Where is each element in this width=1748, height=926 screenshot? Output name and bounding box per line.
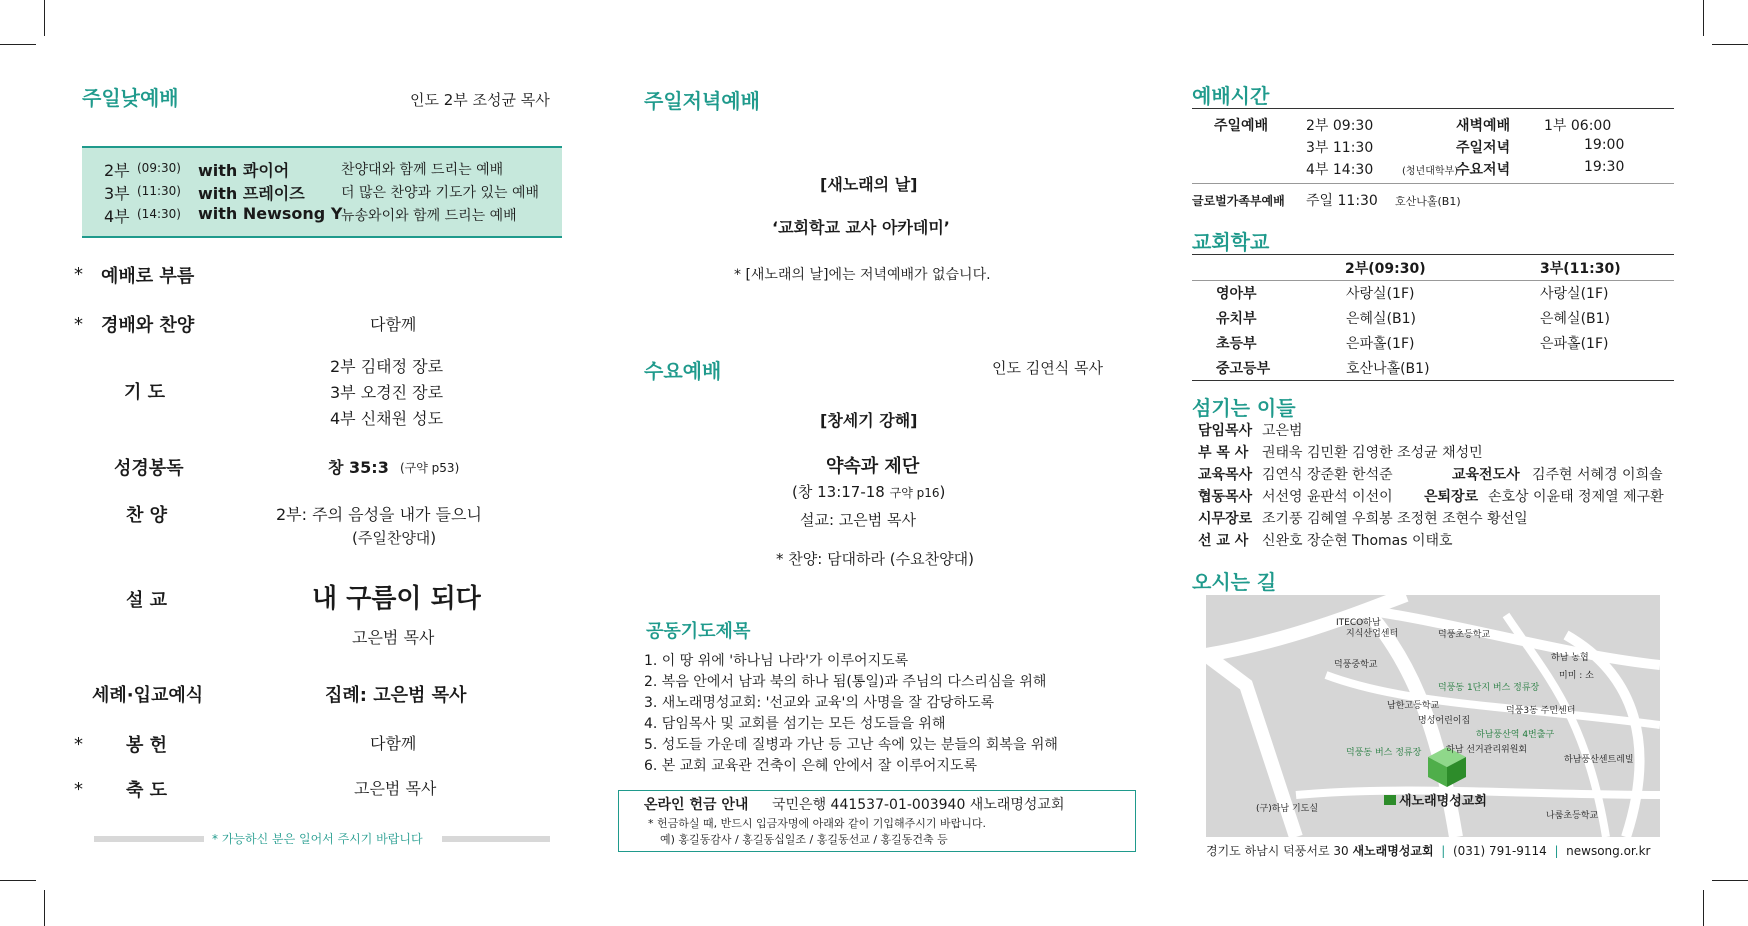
map-label: 하남 선거관리위원회 (1446, 745, 1528, 755)
prayer-line-4: 4부 신채원 성도 (330, 409, 444, 428)
online-offering-title: 온라인 헌금 안내 (644, 797, 749, 813)
global-worship-label: 글로벌가족부예배 (1192, 194, 1285, 208)
prayer-label: 기 도 (124, 382, 166, 403)
map-label: (구)하남 기도실 (1256, 804, 1319, 814)
divider (1192, 380, 1674, 381)
service-part: 4부 (104, 207, 130, 226)
wednesday-ref: (창 13:17-18 구약 p16) (792, 483, 946, 501)
school-header-2: 2부(09:30) (1345, 261, 1426, 277)
map-label: 미미 : 소 (1559, 671, 1594, 681)
service-part: 2부 (104, 161, 130, 180)
map-label: 명성어린이집 (1418, 716, 1471, 726)
order-star: * (74, 264, 83, 285)
staff-title: 섬기는 이들 (1192, 396, 1296, 420)
prayer-topic: 2. 복음 안에서 남과 북의 하나 됨(통일)과 주님의 다스리심을 위해 (644, 674, 1047, 690)
prayer-line-2: 2부 김태정 장로 (330, 357, 444, 376)
staff-role: 협동목사 (1198, 489, 1253, 505)
online-offering-note-1: * 헌금하실 때, 반드시 입금자명에 아래와 같이 기입해주시기 바랍니다. (648, 817, 986, 830)
map-label: 덕풍동 버스 정류장 (1346, 748, 1422, 758)
wednesday-evening-time: 19:30 (1584, 159, 1625, 175)
wednesday-service-title: 수요예배 (644, 359, 722, 383)
evening-service-title: 주일저녁예배 (644, 89, 760, 113)
prayer-line-3: 3부 오경진 장로 (330, 383, 444, 402)
staff-role: 부 목 사 (1198, 445, 1249, 461)
directions-title: 오시는 길 (1192, 570, 1277, 594)
baptism-label: 세례·입교예식 (92, 685, 204, 706)
school-room-3: 은파홀(1F) (1540, 336, 1609, 352)
map-label: 덕풍중학교 (1334, 660, 1378, 670)
sunday-evening-label: 주일저녁 (1456, 140, 1511, 156)
sunday-service-title: 주일낮예배 (82, 86, 179, 110)
address-church: 새노래명성교회 (1352, 844, 1434, 858)
sunday-time-4: 4부 14:30 (1306, 162, 1374, 178)
school-room-3: 사랑실(1F) (1540, 286, 1609, 302)
crop-mark (0, 44, 36, 45)
staff-names-edu-evangelist: 김주현 서혜경 이희솔 (1532, 467, 1663, 483)
benediction-label: 축 도 (126, 780, 168, 801)
youth-note: (청년대학부) (1402, 166, 1459, 177)
service-time: (11:30) (137, 184, 181, 198)
staff-names: 조기풍 김혜열 우희봉 조정현 조현수 황선일 (1262, 511, 1528, 527)
divider (1192, 183, 1674, 184)
sunday-time-3: 3부 11:30 (1306, 140, 1374, 156)
divider (1192, 108, 1674, 109)
bible-reading-label: 성경봉독 (114, 458, 184, 479)
staff-names: 김연식 장준환 한석준 (1262, 467, 1393, 483)
staff-role: 시무장로 (1198, 511, 1253, 527)
map-label: 지식산업센터 (1346, 629, 1399, 639)
praise-label: 경배와 찬양 (101, 315, 195, 336)
map-label: 덕풍초등학교 (1438, 630, 1491, 640)
offering-value: 다함께 (370, 734, 417, 753)
map-label: 덕풍3동 주민센터 (1506, 706, 1576, 716)
service-with: with 콰이어 (198, 161, 290, 180)
prayer-topics-title: 공동기도제목 (646, 621, 751, 642)
service-desc: 뉴송와이와 함께 드리는 예배 (341, 208, 517, 224)
bible-reading-value: 창 35:3 (328, 458, 389, 477)
benediction-value: 고은범 목사 (354, 779, 437, 798)
wednesday-sermon: 약속과 제단 (826, 456, 920, 477)
sermon-title: 내 구름이 되다 (312, 584, 481, 614)
staff-role: 선 교 사 (1198, 533, 1249, 549)
worship-times-title: 예배시간 (1192, 84, 1270, 108)
church-school-title: 교회학교 (1192, 230, 1270, 254)
location-map[interactable] (1206, 595, 1660, 837)
prayer-topic: 3. 새노래명성교회: '선교와 교육'의 사명을 잘 감당하도록 (644, 695, 994, 711)
dawn-time: 1부 06:00 (1544, 118, 1612, 134)
school-dept: 중고등부 (1216, 361, 1271, 377)
school-room-3: 은혜실(B1) (1540, 311, 1611, 327)
crop-mark (44, 0, 45, 36)
evening-line-2: ‘교회학교 교사 아카데미’ (772, 218, 950, 237)
sunday-time-2: 2부 09:30 (1306, 118, 1374, 134)
prayer-topic: 5. 성도들 가운데 질병과 가난 등 고난 속에 있는 분들의 회복을 위해 (644, 737, 1058, 753)
global-worship-time: 주일 11:30 (1306, 193, 1378, 209)
prayer-topic: 6. 본 교회 교육관 건축이 은혜 안에서 잘 이루어지도록 (644, 758, 977, 774)
school-room-2: 사랑실(1F) (1346, 286, 1415, 302)
wednesday-preacher: 설교: 고은범 목사 (800, 511, 917, 529)
sunday-leader: 인도 2부 조성균 목사 (410, 91, 550, 109)
footer-bar-left (94, 836, 204, 842)
staff-names: 권태욱 김민환 김영한 조성균 채성민 (1262, 445, 1483, 461)
school-dept: 초등부 (1216, 336, 1257, 352)
service-desc: 찬양대와 함께 드리는 예배 (341, 162, 504, 178)
map-label: 하남풍산역 4번출구 (1476, 730, 1555, 740)
map-label: 덕풍동 1단지 버스 정류장 (1438, 683, 1540, 693)
prayer-topic: 1. 이 땅 위에 '하나님 나라'가 이루어지도록 (644, 653, 909, 669)
school-header-3: 3부(11:30) (1540, 261, 1621, 277)
order-star: * (74, 779, 83, 800)
sunday-evening-time: 19:00 (1584, 137, 1625, 153)
website[interactable]: newsong.or.kr (1566, 844, 1651, 858)
staff-names: 고은범 (1262, 423, 1303, 439)
global-worship-place: 호산나홀(B1) (1395, 195, 1461, 208)
service-with: with Newsong Y (198, 204, 343, 223)
school-dept: 영아부 (1216, 286, 1257, 302)
call-to-worship-label: 예배로 부름 (101, 266, 195, 287)
order-star: * (74, 314, 83, 335)
wednesday-evening-label: 수요저녁 (1456, 162, 1511, 178)
staff-names-retired-elder: 손호상 이윤태 정제열 제구환 (1488, 489, 1664, 505)
staff-names: 신완호 장순현 Thomas 이태호 (1262, 533, 1453, 549)
divider (1192, 280, 1674, 281)
crop-mark (1712, 44, 1748, 45)
map-label: 남한고등학교 (1387, 701, 1440, 711)
evening-note: * [새노래의 날]에는 저녁예배가 없습니다. (734, 267, 991, 283)
sermon-preacher: 고은범 목사 (352, 628, 435, 647)
staff-role-edu-evangelist: 교육전도사 (1452, 467, 1520, 483)
sunday-worship-label: 주일예배 (1214, 118, 1269, 134)
wednesday-series: [창세기 강해] (820, 411, 918, 430)
service-time: (14:30) (137, 207, 181, 221)
school-room-2: 호산나홀(B1) (1346, 361, 1430, 377)
map-label: 하남 농협 (1551, 653, 1589, 663)
praise-value: 다함께 (370, 315, 417, 334)
address: 경기도 하남시 덕풍서로 30 (1206, 844, 1349, 858)
staff-role: 교육목사 (1198, 467, 1253, 483)
crop-mark (1703, 0, 1704, 36)
divider (1192, 254, 1674, 255)
map-label: 나룸초등학교 (1546, 811, 1599, 821)
phone: (031) 791-9114 (1452, 844, 1547, 858)
staff-role-retired-elder: 은퇴장로 (1424, 489, 1479, 505)
service-time: (09:30) (137, 161, 181, 175)
school-room-2: 은혜실(B1) (1346, 311, 1417, 327)
crop-mark (1712, 880, 1748, 881)
church-flag-icon (1384, 795, 1396, 805)
baptism-value: 집례: 고은범 목사 (325, 685, 467, 706)
crop-mark (0, 880, 36, 881)
school-room-2: 은파홀(1F) (1346, 336, 1415, 352)
sermon-label: 설 교 (126, 590, 168, 611)
crop-mark (1703, 890, 1704, 926)
wednesday-leader: 인도 김연식 목사 (992, 359, 1103, 377)
map-label: ITECO하남 (1336, 618, 1381, 628)
service-with: with 프레이즈 (198, 184, 305, 203)
crop-mark (44, 890, 45, 926)
prayer-topic: 4. 담임목사 및 교회를 섬기는 모든 성도들을 위해 (644, 716, 946, 732)
order-star: * (74, 734, 83, 755)
wednesday-choir: * 찬양: 담대하라 (수요찬양대) (776, 550, 974, 568)
choir-label: 찬 양 (126, 505, 168, 526)
online-offering-account: 국민은행 441537-01-003940 새노래명성교회 (772, 797, 1065, 813)
offering-label: 봉 헌 (126, 735, 168, 756)
service-desc: 더 많은 찬양과 기도가 있는 예배 (341, 185, 540, 201)
choir-name: (주일찬양대) (352, 529, 437, 547)
bible-reading-note: (구약 p53) (400, 461, 460, 475)
map-label: 하남풍산센트레빌 (1564, 755, 1634, 765)
map-church-label: 새노래명성교회 (1384, 790, 1487, 809)
dawn-label: 새벽예배 (1456, 118, 1511, 134)
staff-role: 담임목사 (1198, 423, 1253, 439)
address-line: 경기도 하남시 덕풍서로 30 새노래명성교회 | (031) 791-9114 | newsong.or.kr (1206, 844, 1651, 858)
evening-line-1: [새노래의 날] (820, 175, 918, 194)
footer-bar-right (442, 836, 550, 842)
footer-note: * 가능하신 분은 일어서 주시기 바랍니다 (212, 832, 423, 846)
school-dept: 유치부 (1216, 311, 1257, 327)
online-offering-note-2: 예) 홍길동감사 / 홍길동십일조 / 홍길동선교 / 홍길동건축 등 (660, 833, 948, 846)
service-part: 3부 (104, 184, 130, 203)
staff-names: 서선영 윤판석 이선이 (1262, 489, 1393, 505)
choir-song: 2부: 주의 음성을 내가 들으니 (276, 505, 482, 524)
